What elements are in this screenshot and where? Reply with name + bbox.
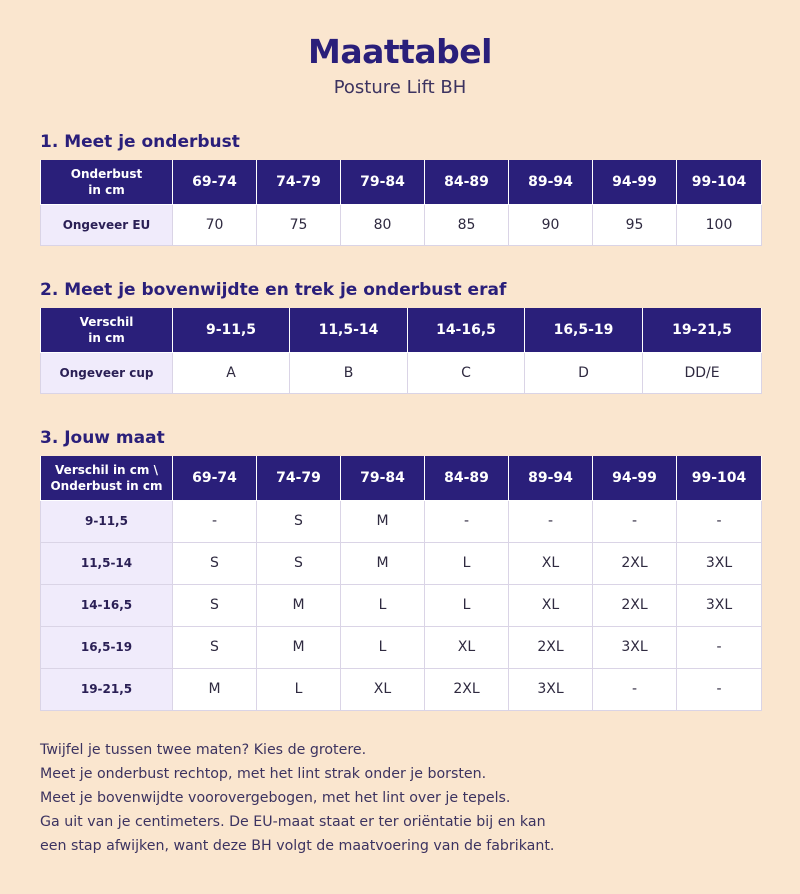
table-row bbox=[41, 542, 762, 584]
corner-line: in cm bbox=[88, 182, 125, 197]
corner-line: in cm bbox=[88, 330, 125, 345]
table-cell: M bbox=[173, 668, 257, 710]
corner-line: Verschil in cm \ bbox=[55, 462, 158, 477]
table-row bbox=[41, 500, 762, 542]
table-cell: 3XL bbox=[509, 668, 593, 710]
column-header: 74-79 bbox=[257, 456, 341, 500]
table-cell: 100 bbox=[677, 204, 762, 245]
table-cell: 90 bbox=[509, 204, 593, 245]
column-header: 89-94 bbox=[509, 456, 593, 500]
table-cell: M bbox=[341, 542, 425, 584]
table-cell: 2XL bbox=[425, 668, 509, 710]
table-cell: L bbox=[341, 626, 425, 668]
column-header: 79-84 bbox=[341, 160, 425, 204]
column-header: 74-79 bbox=[257, 160, 341, 204]
table-cell: C bbox=[408, 352, 525, 393]
table-row bbox=[41, 626, 762, 668]
table-cell: D bbox=[525, 352, 643, 393]
column-header: 16,5-19 bbox=[525, 308, 643, 352]
column-header: 69-74 bbox=[173, 456, 257, 500]
note-line: Twijfel je tussen twee maten? Kies de grotere. bbox=[40, 742, 367, 758]
corner-line: Onderbust in cm bbox=[50, 478, 163, 493]
row-header: 11,5-14 bbox=[41, 542, 173, 584]
section-2-title: 2. Meet je bovenwijdte en trek je onderbust eraf bbox=[40, 280, 507, 300]
table-cell: 95 bbox=[593, 204, 677, 245]
column-header: 14-16,5 bbox=[408, 308, 525, 352]
table-cell: 2XL bbox=[593, 584, 677, 626]
sizing-notes bbox=[40, 738, 760, 858]
column-header: 94-99 bbox=[593, 456, 677, 500]
table-row bbox=[41, 204, 762, 245]
table-cell: S bbox=[257, 542, 341, 584]
table-cell: 2XL bbox=[509, 626, 593, 668]
underbust-table bbox=[40, 160, 762, 246]
table-cell: S bbox=[173, 584, 257, 626]
table-cell: - bbox=[593, 668, 677, 710]
table-cell: - bbox=[677, 500, 762, 542]
table-corner-header bbox=[41, 456, 173, 500]
table-cell: 85 bbox=[425, 204, 509, 245]
table-cell: L bbox=[341, 584, 425, 626]
table-cell: XL bbox=[509, 542, 593, 584]
table-row bbox=[41, 668, 762, 710]
table-cell: - bbox=[677, 626, 762, 668]
table-cell: 80 bbox=[341, 204, 425, 245]
note-line: een stap afwijken, want deze BH volgt de maatvoering van de fabrikant. bbox=[40, 838, 555, 854]
table-cell: - bbox=[677, 668, 762, 710]
table-cell: M bbox=[341, 500, 425, 542]
column-header: 99-104 bbox=[677, 456, 762, 500]
table-cell: - bbox=[509, 500, 593, 542]
column-header: 94-99 bbox=[593, 160, 677, 204]
table-corner-header bbox=[41, 308, 173, 352]
corner-line: Onderbust bbox=[70, 166, 143, 181]
section-1-title: 1. Meet je onderbust bbox=[40, 132, 240, 152]
page-title: Maattabel bbox=[307, 32, 492, 71]
table-cell: - bbox=[425, 500, 509, 542]
table-cell: 75 bbox=[257, 204, 341, 245]
cup-table bbox=[40, 308, 762, 394]
table-cell: L bbox=[257, 668, 341, 710]
table-row bbox=[41, 584, 762, 626]
table-cell: S bbox=[173, 542, 257, 584]
note-line: Ga uit van je centimeters. De EU-maat staat er ter oriëntatie bij en kan bbox=[40, 814, 546, 830]
table-cell: S bbox=[257, 500, 341, 542]
column-header: 11,5-14 bbox=[290, 308, 408, 352]
table-cell: S bbox=[173, 626, 257, 668]
table-cell: 70 bbox=[173, 204, 257, 245]
table-corner-header bbox=[41, 160, 173, 204]
row-header: 19-21,5 bbox=[41, 668, 173, 710]
column-header: 99-104 bbox=[677, 160, 762, 204]
column-header: 84-89 bbox=[425, 160, 509, 204]
table-row bbox=[41, 352, 762, 393]
size-table bbox=[40, 456, 762, 711]
row-header: 16,5-19 bbox=[41, 626, 173, 668]
section-3-title: 3. Jouw maat bbox=[40, 428, 165, 448]
table-cell: - bbox=[593, 500, 677, 542]
corner-line: Verschil bbox=[79, 314, 134, 329]
table-cell: XL bbox=[425, 626, 509, 668]
row-header: 9-11,5 bbox=[41, 500, 173, 542]
table-cell: A bbox=[173, 352, 290, 393]
column-header: 79-84 bbox=[341, 456, 425, 500]
table-cell: XL bbox=[509, 584, 593, 626]
table-cell: 3XL bbox=[593, 626, 677, 668]
note-line: Meet je onderbust rechtop, met het lint strak onder je borsten. bbox=[40, 766, 487, 782]
table-cell: L bbox=[425, 584, 509, 626]
table-cell: M bbox=[257, 626, 341, 668]
page-subtitle: Posture Lift BH bbox=[333, 77, 467, 98]
column-header: 9-11,5 bbox=[173, 308, 290, 352]
column-header: 89-94 bbox=[509, 160, 593, 204]
row-header: 14-16,5 bbox=[41, 584, 173, 626]
column-header: 84-89 bbox=[425, 456, 509, 500]
table-cell: XL bbox=[341, 668, 425, 710]
table-cell: 3XL bbox=[677, 542, 762, 584]
note-line: Meet je bovenwijdte voorovergebogen, met het lint over je tepels. bbox=[40, 790, 511, 806]
table-cell: L bbox=[425, 542, 509, 584]
table-cell: 2XL bbox=[593, 542, 677, 584]
row-header: Ongeveer EU bbox=[41, 204, 173, 245]
table-cell: DD/E bbox=[643, 352, 762, 393]
table-cell: - bbox=[173, 500, 257, 542]
row-header: Ongeveer cup bbox=[41, 352, 173, 393]
column-header: 69-74 bbox=[173, 160, 257, 204]
table-cell: M bbox=[257, 584, 341, 626]
table-cell: B bbox=[290, 352, 408, 393]
column-header: 19-21,5 bbox=[643, 308, 762, 352]
table-cell: 3XL bbox=[677, 584, 762, 626]
